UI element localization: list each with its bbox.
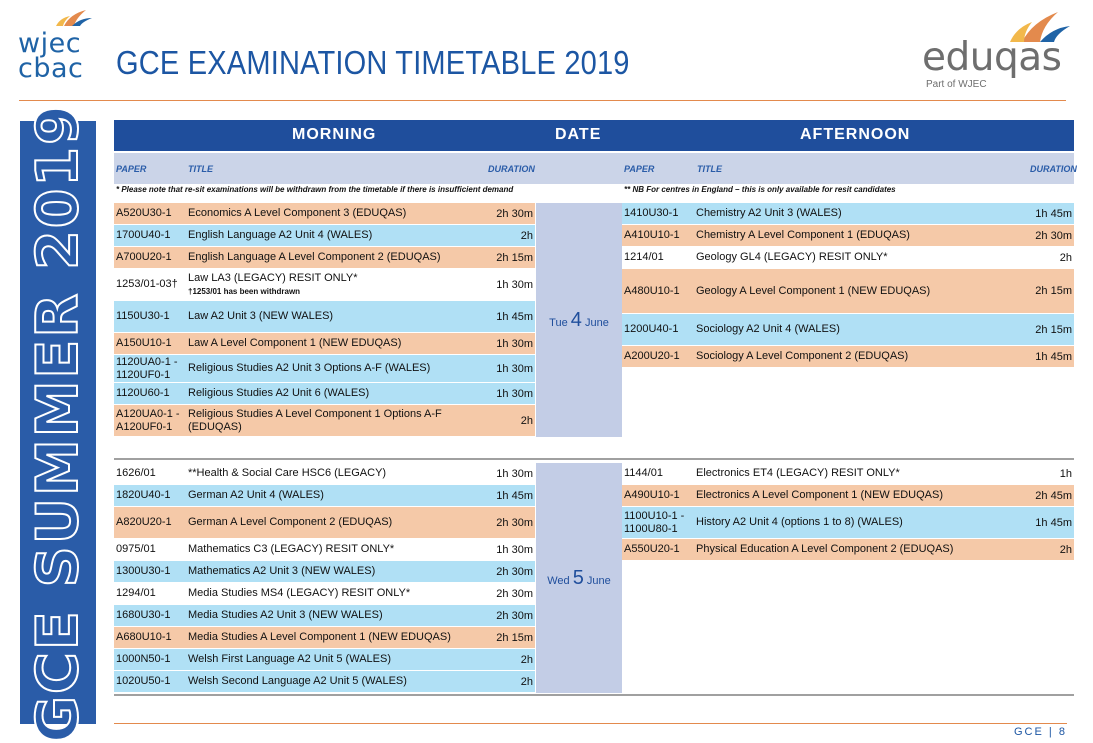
side-banner (20, 102, 96, 743)
eduqas-logo (922, 8, 1072, 90)
paper-title-cell (696, 516, 1016, 529)
table-row (622, 269, 1074, 314)
paper-note: †1253/01 has been withdrawn (188, 286, 301, 296)
paper-title: Law A2 Unit 3 (NEW WALES) (188, 310, 334, 322)
paper-duration: 2h 15m (496, 631, 533, 644)
paper-title-cell (696, 251, 1016, 264)
paper-title-cell (188, 631, 477, 644)
paper-title: Mathematics C3 (LEGACY) RESIT ONLY* (188, 543, 395, 555)
paper-title: Media Studies MS4 (LEGACY) RESIT ONLY* (188, 587, 411, 599)
table-row (622, 203, 1074, 225)
paper-title-cell (188, 675, 477, 688)
paper-duration: 2h 30m (496, 565, 533, 578)
paper-title-cell (188, 408, 477, 434)
afternoon-sessions (622, 203, 1074, 368)
paper-duration: 2h 45m (1035, 489, 1072, 502)
date-cell (536, 463, 622, 693)
table-row (114, 247, 535, 269)
paper-duration: 2h 30m (1035, 229, 1072, 242)
paper-code: 0975/01 (116, 543, 156, 555)
table-row (114, 485, 535, 507)
paper-code: A550U20-1 (624, 543, 680, 555)
date-number: 4 (570, 309, 582, 331)
eduqas-subtitle: Part of WJEC (926, 79, 987, 90)
footer-label: GCE (1014, 726, 1044, 738)
paper-duration: 1h 45m (1035, 207, 1072, 220)
paper-duration: 2h 15m (1035, 285, 1072, 297)
table-row (622, 507, 1074, 539)
table-row (622, 225, 1074, 247)
table-row (622, 247, 1074, 269)
section-header-row (114, 120, 1074, 151)
page-title: GCE EXAMINATION TIMETABLE 2019 (116, 44, 630, 81)
side-banner-label: GCE SUMMER 2019 (25, 102, 91, 743)
paper-code: 1144/01 (624, 467, 663, 479)
paper-code: 1200U40-1 (624, 323, 679, 335)
paper-duration: 1h 30m (496, 543, 533, 556)
wjec-flame-icon (36, 8, 116, 28)
paper-title-cell (696, 350, 1016, 363)
paper-title: Religious Studies A2 Unit 3 Options A-F (WALES) (188, 362, 431, 374)
paper-title-cell (696, 467, 1016, 480)
paper-duration: 1h 45m (496, 310, 533, 323)
paper-title-cell (188, 543, 477, 556)
paper-code: 1150U30-1 (116, 310, 170, 322)
paper-code: A200U20-1 (624, 350, 680, 362)
paper-title: Welsh First Language A2 Unit 5 (WALES) (188, 653, 391, 665)
paper-title: Law A Level Component 1 (NEW EDUQAS) (188, 337, 402, 349)
header-divider (19, 100, 1066, 101)
paper-duration: 1h 45m (1035, 516, 1072, 529)
paper-title: Mathematics A2 Unit 3 (NEW WALES) (188, 565, 376, 577)
col-duration-pm: DURATION (1030, 164, 1077, 174)
date-cell (536, 203, 622, 437)
table-row (114, 355, 535, 383)
table-row (622, 485, 1074, 507)
wjec-line2: cbac (18, 53, 84, 84)
paper-title: Media Studies A2 Unit 3 (NEW WALES) (188, 609, 383, 621)
table-row (114, 383, 535, 405)
footer-divider (114, 723, 1067, 724)
paper-duration: 1h 30m (496, 362, 533, 375)
paper-duration: 1h 30m (496, 387, 533, 400)
paper-title-cell (696, 229, 1016, 242)
table-row (114, 539, 535, 561)
table-row (114, 333, 535, 355)
paper-title: Sociology A Level Component 2 (EDUQAS) (696, 350, 909, 362)
paper-code: 1700U40-1 (116, 229, 171, 241)
paper-title: Chemistry A Level Component 1 (EDUQAS) (696, 229, 910, 241)
paper-duration: 2h 30m (496, 516, 533, 529)
table-row (114, 463, 535, 485)
table-row (114, 561, 535, 583)
col-title-am: TITLE (188, 164, 213, 174)
table-row (114, 225, 535, 247)
paper-title-cell (696, 285, 1016, 298)
paper-title: Religious Studies A Level Component 1 Options A-F (EDUQAS) (188, 407, 442, 433)
paper-duration: 1h 45m (1035, 350, 1072, 363)
day-block (114, 203, 1074, 437)
paper-code: A150U10-1 (116, 337, 172, 349)
paper-duration: 2h 30m (496, 609, 533, 622)
paper-title: Geology GL4 (LEGACY) RESIT ONLY* (696, 251, 888, 263)
paper-code: 1626/01 (116, 467, 156, 479)
paper-code: 1253/01-03† (116, 278, 178, 290)
paper-title: English Language A2 Unit 4 (WALES) (188, 229, 373, 241)
paper-code: A490U10-1 (624, 489, 680, 501)
table-row (114, 203, 535, 225)
paper-code: A120UA0-1 - A120UF0-1 (116, 407, 180, 433)
paper-code: A410U10-1 (624, 229, 680, 241)
timetable (114, 120, 1077, 688)
paper-title-cell (188, 362, 477, 375)
date-month: June (586, 575, 611, 587)
paper-title: Economics A Level Component 3 (EDUQAS) (188, 207, 407, 219)
paper-duration: 2h 15m (1035, 323, 1072, 336)
table-row (114, 269, 535, 301)
table-row (114, 605, 535, 627)
date-day: Wed (547, 575, 570, 587)
paper-title: Religious Studies A2 Unit 6 (WALES) (188, 387, 370, 399)
paper-code: 1120U60-1 (116, 387, 170, 399)
table-row (114, 507, 535, 539)
table-row (622, 346, 1074, 368)
paper-title-cell (188, 467, 477, 480)
paper-duration: 1h 30m (496, 337, 533, 350)
paper-title: English Language A Level Component 2 (EDUQAS) (188, 251, 441, 263)
morning-note: * Please note that re-sit examinations will be withdrawn from the timetable if there is insufficient demand (116, 185, 514, 194)
paper-title-cell (696, 543, 1016, 556)
day-block (114, 463, 1074, 693)
column-header-row (114, 153, 1077, 184)
paper-title: Media Studies A Level Component 1 (NEW EDUQAS) (188, 631, 451, 643)
paper-code: 1680U30-1 (116, 609, 171, 621)
col-duration-am: DURATION (488, 164, 535, 174)
notes-row (114, 184, 1074, 198)
paper-code: 1020U50-1 (116, 675, 171, 687)
paper-title: Physical Education A Level Component 2 (EDUQAS) (696, 543, 954, 555)
table-bottom-rule (114, 694, 1074, 696)
paper-title-cell (188, 207, 477, 220)
paper-code: 1214/01 (624, 251, 664, 263)
wjec-line1: wjec (18, 28, 82, 59)
paper-duration: 1h 30m (496, 278, 533, 291)
paper-code: 1000N50-1 (116, 653, 171, 665)
paper-title: Sociology A2 Unit 4 (WALES) (696, 323, 840, 335)
table-row (114, 301, 535, 333)
paper-title-cell (188, 310, 477, 323)
paper-title: Electronics A Level Component 1 (NEW EDUQAS) (696, 489, 943, 501)
morning-sessions (114, 203, 535, 437)
paper-title-cell (696, 323, 1016, 336)
paper-title-cell (188, 251, 477, 264)
date-header: DATE (555, 126, 602, 143)
footer-page: 8 (1058, 726, 1067, 738)
afternoon-sessions (622, 463, 1074, 561)
paper-title-cell (188, 609, 477, 622)
date-number: 5 (572, 567, 584, 589)
paper-title: Electronics ET4 (LEGACY) RESIT ONLY* (696, 467, 900, 479)
paper-title-cell (188, 387, 477, 400)
paper-code: 1120UA0-1 - 1120UF0-1 (116, 355, 178, 381)
paper-title: History A2 Unit 4 (options 1 to 8) (WALES) (696, 516, 903, 528)
paper-title: German A Level Component 2 (EDUQAS) (188, 516, 393, 528)
col-paper-pm: PAPER (624, 164, 655, 174)
table-row (622, 463, 1074, 485)
paper-title-cell (188, 516, 477, 529)
paper-code: 1294/01 (116, 587, 156, 599)
afternoon-header: AFTERNOON (800, 126, 911, 143)
table-row (114, 583, 535, 605)
paper-code: A820U20-1 (116, 516, 172, 528)
col-title-pm: TITLE (697, 164, 722, 174)
paper-code: A680U10-1 (116, 631, 172, 643)
paper-title-cell (188, 337, 477, 350)
paper-title-cell (188, 229, 477, 242)
col-paper-am: PAPER (116, 164, 147, 174)
page-number: GCE | 8 (1014, 726, 1067, 738)
wjec-cbac-logo (18, 14, 98, 84)
table-row (114, 671, 535, 693)
table-row (114, 649, 535, 671)
paper-title-cell (696, 207, 1016, 220)
eduqas-wordmark: eduqas (922, 35, 1062, 80)
paper-duration: 2h (520, 675, 533, 688)
paper-duration: 2h (520, 414, 533, 427)
paper-title: **Health & Social Care HSC6 (LEGACY) (188, 467, 387, 479)
table-row (114, 405, 535, 437)
paper-duration: 1h (1059, 467, 1072, 480)
table-row (622, 539, 1074, 561)
paper-code: A520U30-1 (116, 207, 172, 219)
paper-code: 1820U40-1 (116, 489, 171, 501)
paper-title: Geology A Level Component 1 (NEW EDUQAS) (696, 284, 931, 297)
paper-title: German A2 Unit 4 (WALES) (188, 489, 324, 501)
paper-title-cell (188, 489, 477, 502)
paper-duration: 2h 15m (496, 251, 533, 264)
paper-title: Chemistry A2 Unit 3 (WALES) (696, 207, 842, 219)
paper-title-cell (188, 653, 477, 666)
morning-header: MORNING (292, 126, 377, 143)
paper-duration: 2h 30m (496, 587, 533, 600)
day-separator (114, 458, 1074, 460)
paper-title-cell (696, 489, 1016, 502)
afternoon-note: ** NB For centres in England – this is only available for resit candidates (624, 185, 896, 194)
paper-duration: 2h (1059, 251, 1072, 264)
paper-duration: 2h (520, 653, 533, 666)
paper-code: A700U20-1 (116, 251, 172, 263)
paper-duration: 2h (1059, 543, 1072, 556)
paper-title: Law LA3 (LEGACY) RESIT ONLY* (188, 271, 358, 284)
paper-code: A480U10-1 (624, 284, 680, 297)
paper-code: 1410U30-1 (624, 207, 679, 219)
paper-title-cell (188, 587, 477, 600)
paper-code: 1100U10-1 - 1100U80-1 (624, 509, 685, 535)
paper-title-cell (188, 565, 477, 578)
paper-duration: 1h 45m (496, 489, 533, 502)
paper-title-cell (188, 272, 477, 298)
paper-duration: 2h 30m (496, 207, 533, 220)
date-day: Tue (549, 317, 568, 329)
table-row (622, 314, 1074, 346)
paper-duration: 1h 30m (496, 467, 533, 480)
morning-sessions (114, 463, 535, 693)
date-month: June (584, 317, 609, 329)
paper-title: Welsh Second Language A2 Unit 5 (WALES) (188, 675, 407, 687)
paper-duration: 2h (520, 229, 533, 242)
table-row (114, 627, 535, 649)
paper-code: 1300U30-1 (116, 565, 171, 577)
